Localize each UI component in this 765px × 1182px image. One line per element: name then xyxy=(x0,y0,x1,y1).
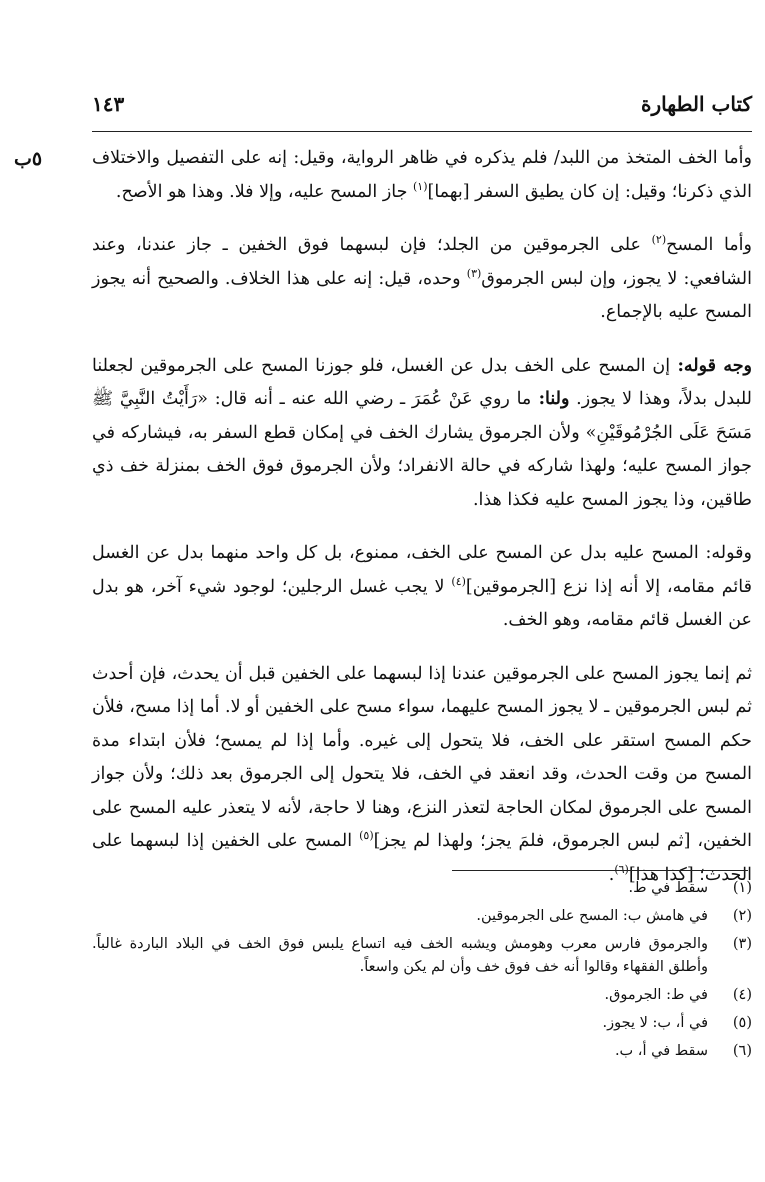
text-run: وأما الخف المتخذ من اللبد/ فلم يذكره في ظاهر الرواية، وقيل: إنه على التفصيل والاختلاف الذي ذكرنا؛ وقيل: إن كان يطيق السفر [بهما] xyxy=(92,148,752,202)
footnote-number: (٤) xyxy=(732,987,752,1003)
text-run: جاز المسح عليه، وإلا فلا. وهذا هو الأصح. xyxy=(115,181,413,202)
text-run: ثم إنما يجوز المسح على الجرموقين عندنا إذا لبسهما على الخفين قبل أن يحدث، فإن أحدث ثم لبس الجرموقين ـ لا يجوز المسح عليهما، سواء مسح على الخفين أو لا. أما إذا مسح، فلأن حكم المسح استقر على الخف، فلا يتحول إلى غيره. وأما إذا لم يمسح؛ فلأن ابتداء مدة المسح من وقت الحدث، وقد انعقد في الخف، فلا يتحول إلى الجرموق بعد ذلك؛ ولأن جواز المسح على الجرموق لمكان الحاجة لتعذر النزع، وهنا لا حاجة، لأنه لا يتعذر عليه المسح على الخفين، [ثم لبس الجرموق، فلمَ يجز؛ ولهذا لم يجز] xyxy=(92,663,752,851)
page-number: ١٤٣ xyxy=(92,92,125,116)
main-text xyxy=(92,142,752,912)
footnote-text: سقط في ط. xyxy=(628,880,708,896)
footnote-text: سقط في أ، ب. xyxy=(614,1043,708,1059)
text-run: . xyxy=(608,864,615,885)
footnote xyxy=(92,1012,752,1035)
footnote-number: (٦) xyxy=(732,1043,752,1059)
footnote-text: والجرموق فارس معرب وهومش ويشبه الخف فيه اتساع يلبس فوق الخف في البلاد الباردة غالباً. وأطلق الفقهاء وقالوا أنه خف فوق خف وأن لم يكن واسعاً. xyxy=(92,936,708,975)
paragraph xyxy=(92,658,752,893)
footnote-number: (١) xyxy=(732,880,752,896)
footnote-ref: (٤) xyxy=(451,574,466,588)
paragraph xyxy=(92,350,752,518)
text-run: على الجرموقين من الجلد؛ فإن لبسهما فوق الخفين ـ جاز عندنا، وعند الشافعي: لا يجوز، وإن لبس الجرموق xyxy=(92,235,752,289)
page-header xyxy=(92,92,752,130)
footnote-ref: (٦) xyxy=(614,862,629,876)
footnote-divider xyxy=(452,870,748,871)
footnote-ref: (٥) xyxy=(359,829,374,843)
footnote-number: (٢) xyxy=(732,908,752,924)
footnote-ref: (١) xyxy=(412,179,428,193)
header-divider xyxy=(92,131,752,132)
footnote-text: في هامش ب: المسح على الجرموقين. xyxy=(476,908,708,924)
text-run: وحده، قيل: إنه على هذا الخلاف. والصحيح أنه يجوز المسح عليه بالإجماع. xyxy=(92,268,752,322)
footnote-number: (٣) xyxy=(732,936,752,952)
footnote-text: في ط: الجرموق. xyxy=(604,987,708,1003)
lead-term: ولنا: xyxy=(531,389,570,409)
lead-term: وجه قوله: xyxy=(670,355,752,376)
text-run: وقوله: المسح عليه بدل عن المسح على الخف، ممنوع، بل كل واحد منهما بدل عن الغسل قائم مقامه، إلا أنه إذا نزع [الجرموقين] xyxy=(92,543,752,597)
footnote-number: (٥) xyxy=(732,1015,752,1031)
paragraph xyxy=(92,537,752,638)
footnote xyxy=(92,905,752,928)
footnote-ref: (٣) xyxy=(466,266,482,280)
paragraph xyxy=(92,142,752,209)
text-run: لا يجب غسل الرجلين؛ لوجود شيء آخر، هو بدل عن الغسل قائم مقامه، وهو الخف. xyxy=(92,576,752,630)
text-run: المسح على الخفين إذا لبسهما على الحدث؛ [كذا هذا] xyxy=(92,831,752,885)
text-run: إن المسح على الخف بدل عن الغسل، فلو جوزنا المسح على الجرموقين لجعلنا للبدل بدلاً، وهذا لا يجوز. xyxy=(92,355,752,409)
text-run: ما روي عَنْ عُمَرَ ـ رضي الله عنه ـ أنه قال: «رَأَيْتُ النَّبِيَّ ﷺ مَسَحَ عَلَى الجُرْمُوقَيْنِ» ولأن الجرموق يشارك الخف في إمكان قطع السفر به، فيشاركه في جواز المسح عليه؛ ولهذا شاركه في حالة الانفراد؛ ولأن الجرموق فوق الخف بمنزلة خف ذي طاقين، وذا يجوز المسح عليه فكذا هذا. xyxy=(92,389,752,510)
footnote xyxy=(92,984,752,1007)
footnote xyxy=(92,933,752,979)
manuscript-folio-marker: ٥ب xyxy=(14,148,43,170)
footnote-ref: (٢) xyxy=(651,233,667,247)
footnote xyxy=(92,1040,752,1063)
footnotes xyxy=(92,877,752,1068)
text-run: وأما المسح xyxy=(666,235,752,255)
paragraph xyxy=(92,229,752,330)
book-title: كتاب الطهارة xyxy=(641,92,752,116)
footnote-text: في أ، ب: لا يجوز. xyxy=(602,1015,708,1031)
footnote xyxy=(92,877,752,900)
